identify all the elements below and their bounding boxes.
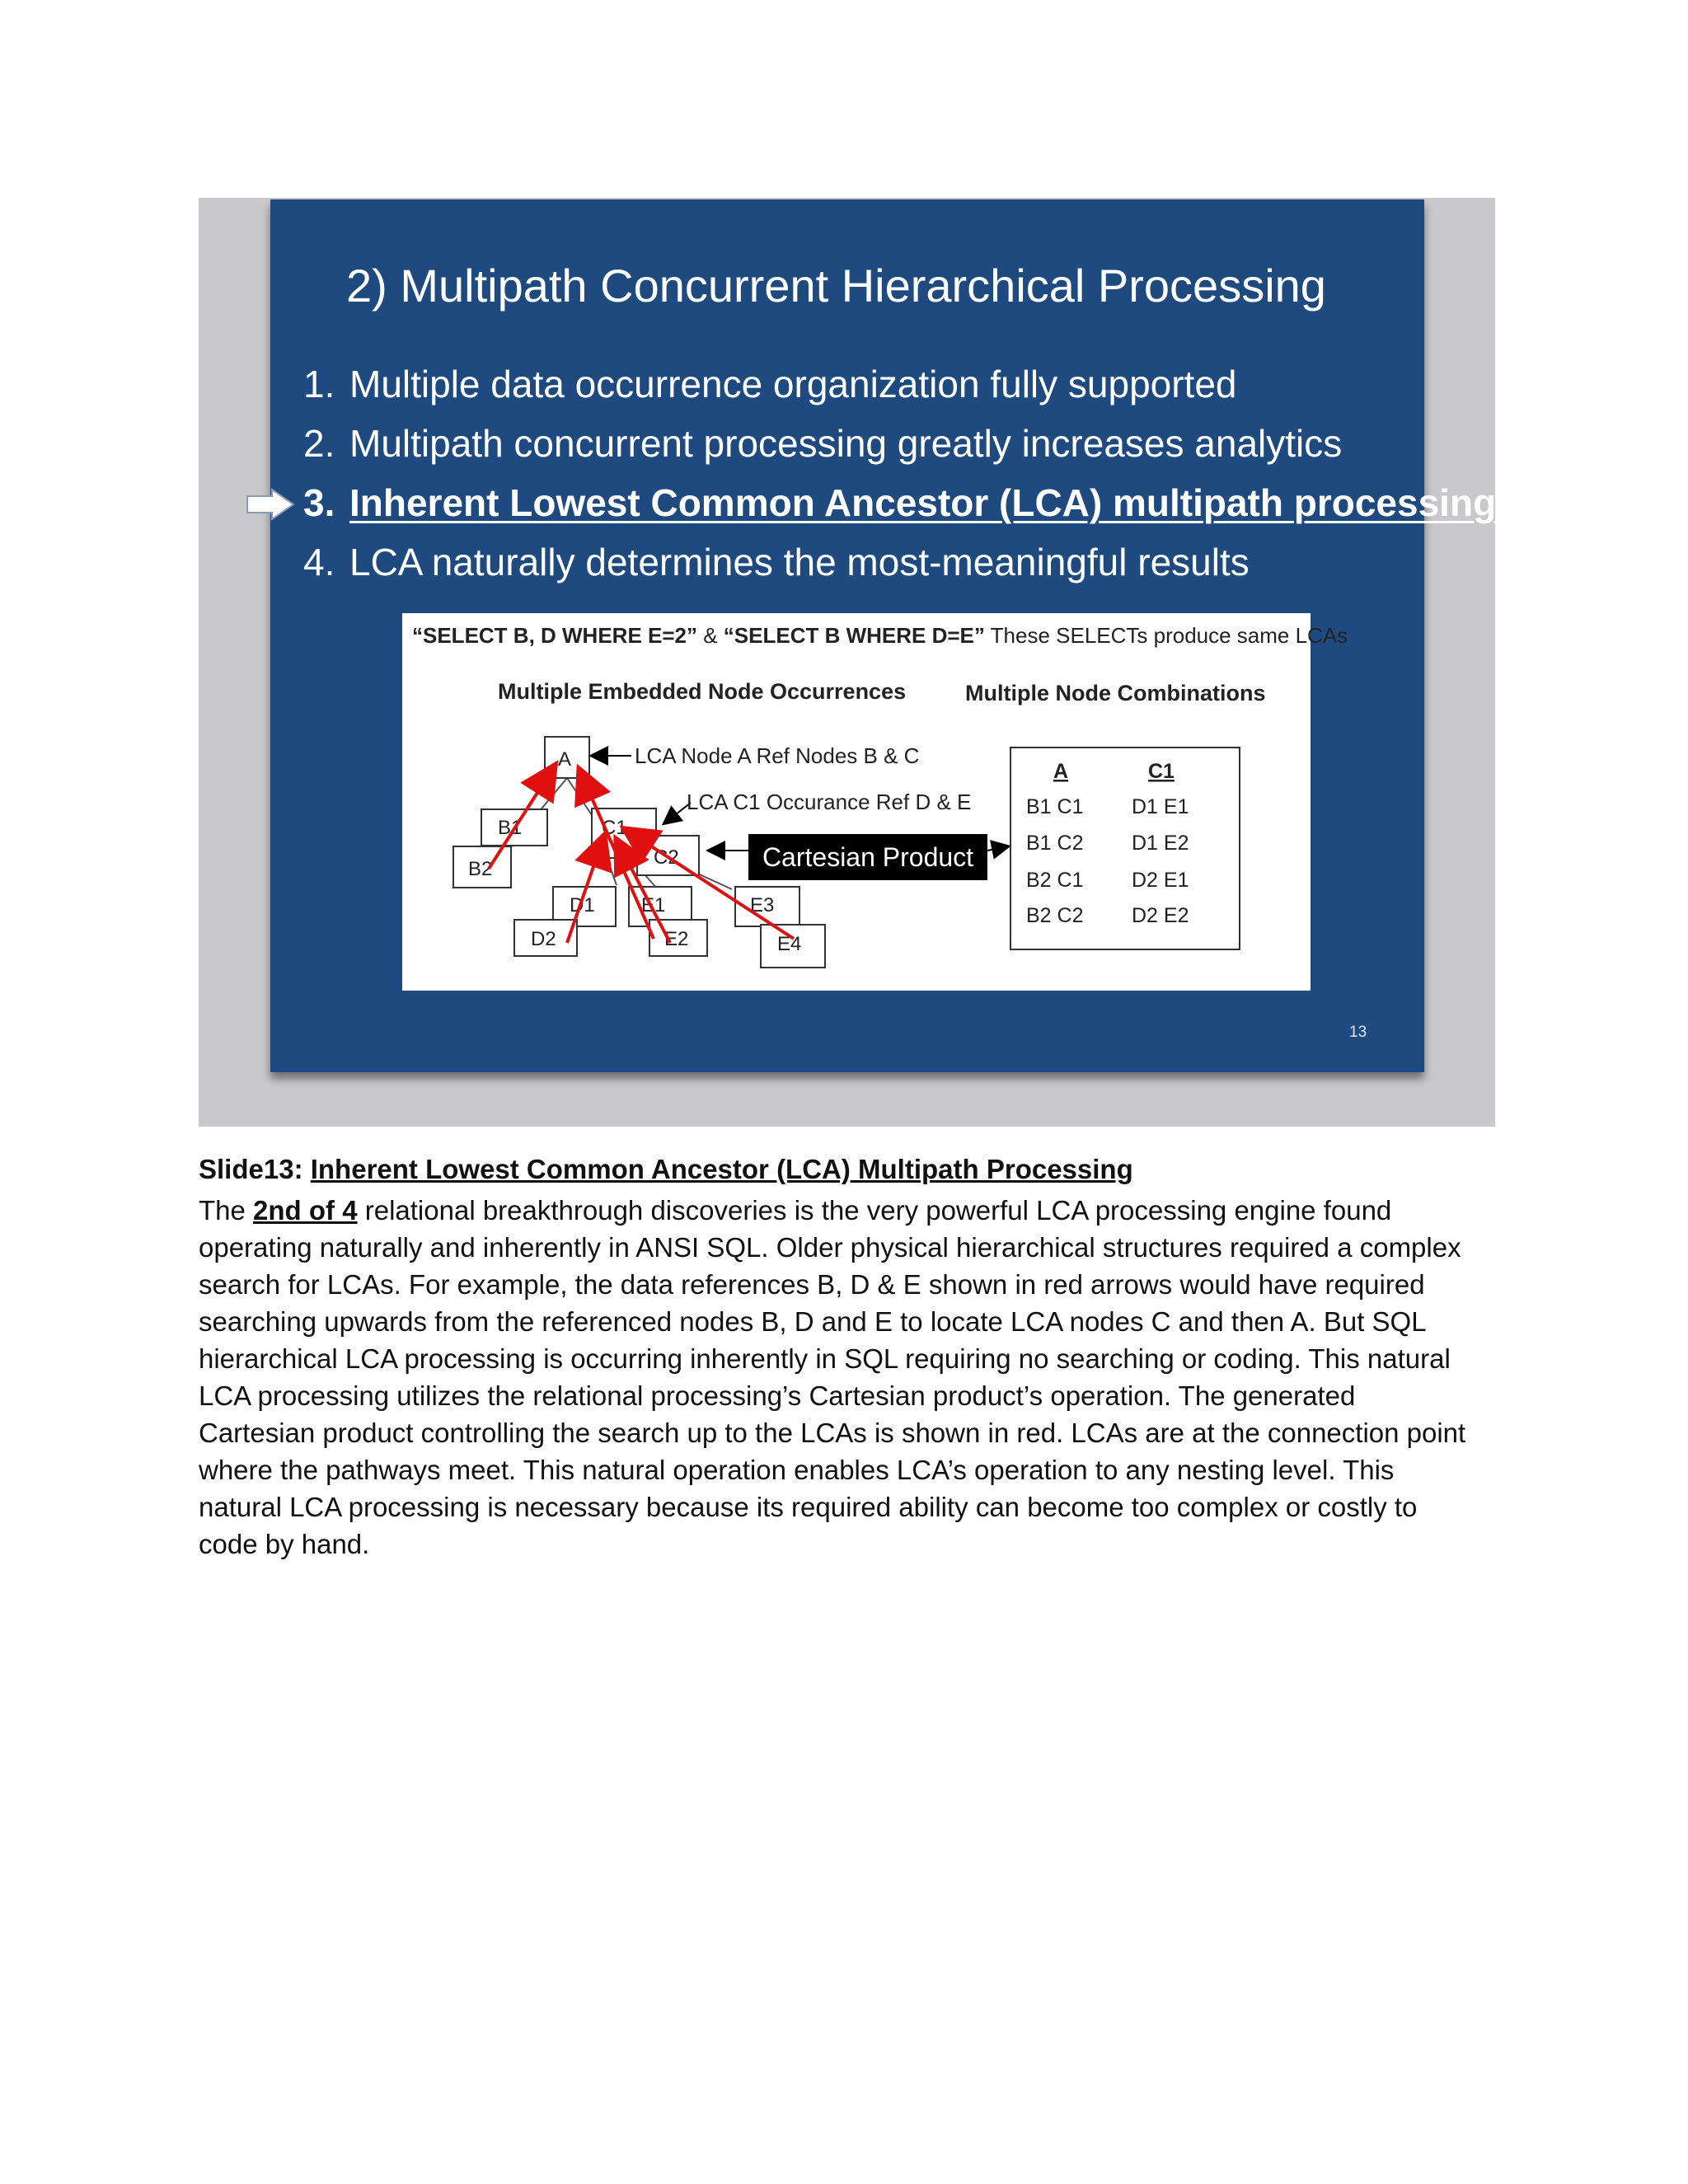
node-c2: C2 — [654, 846, 679, 869]
bullet-number: 4. — [303, 541, 335, 583]
notes-line: hierarchical LCA processing is occurring inherently in SQL requiring no searching or coding. This natural — [199, 1343, 1451, 1374]
slide-frame — [199, 198, 1495, 1127]
notes-line: natural LCA processing is necessary because its required ability can become too complex or costly to — [199, 1492, 1418, 1522]
table-cell: D1 E1 — [1132, 795, 1189, 818]
node-d2: D2 — [531, 928, 556, 950]
notes-body — [199, 1192, 1501, 1563]
caption-rest: These SELECTs produce same LCAs — [984, 623, 1348, 648]
bullet-text: Multiple data occurrence organization fully supported — [349, 363, 1237, 405]
node-e2: E2 — [664, 928, 689, 950]
node-c1: C1 — [602, 817, 627, 839]
notes-title-prefix: Slide13: — [199, 1154, 311, 1184]
heading-embedded-occurrences: Multiple Embedded Node Occurrences — [498, 679, 907, 704]
right-arrow-icon — [246, 488, 295, 521]
table-cell: B2 C1 — [1026, 869, 1084, 892]
bullet-text: Multipath concurrent processing greatly increases analytics — [349, 422, 1343, 465]
notes-line: where the pathways meet. This natural operation enables LCA’s operation to any nesting level. This — [199, 1455, 1395, 1485]
bullet-item — [303, 414, 1496, 473]
table-header-c1: C1 — [1148, 760, 1175, 783]
notes-title-link: Inherent Lowest Common Ancestor (LCA) Multipath Processing — [310, 1154, 1133, 1184]
node-e1: E1 — [641, 894, 666, 916]
bullet-item — [303, 354, 1496, 414]
table-cell: D2 E2 — [1132, 904, 1189, 927]
node-a: A — [558, 748, 572, 771]
notes-line — [199, 1192, 1501, 1229]
notes-title — [199, 1154, 1133, 1185]
slide-page-number: 13 — [1349, 1024, 1367, 1041]
table-cell: B1 C1 — [1026, 795, 1084, 818]
caption-query-1: “SELECT B, D WHERE E=2” — [412, 623, 697, 648]
node-e3: E3 — [750, 894, 775, 916]
node-e4: E4 — [777, 933, 802, 955]
bullet-list — [303, 354, 1496, 592]
caption-query-2: “SELECT B WHERE D=E” — [723, 623, 985, 648]
bullet-item — [303, 532, 1496, 592]
notes-line: LCA processing utilizes the relational processing’s Cartesian product’s operation. The generated — [199, 1380, 1356, 1411]
bullet-text: Inherent Lowest Common Ancestor (LCA) multipath processing — [349, 481, 1497, 524]
notes-line: code by hand. — [199, 1529, 370, 1559]
table-cell: D1 E2 — [1132, 832, 1189, 855]
caption-ampersand: & — [697, 623, 724, 648]
bullet-number: 3. — [303, 481, 335, 524]
notes-line: searching upwards from the referenced nodes B, D and E to locate LCA nodes C and then A. But SQL — [199, 1306, 1427, 1337]
lca-node-a-note: LCA Node A Ref Nodes B & C — [635, 743, 920, 768]
slide — [270, 199, 1497, 1072]
node-diagram — [402, 613, 1311, 991]
node-b1: B1 — [498, 817, 523, 839]
heading-node-combinations: Multiple Node Combinations — [965, 681, 1266, 705]
table-cell: B2 C2 — [1026, 904, 1084, 927]
slide-title: 2) Multipath Concurrent Hierarchical Processing — [346, 260, 1326, 312]
notes-emphasis: 2nd of 4 — [253, 1195, 358, 1226]
notes-line: search for LCAs. For example, the data references B, D & E shown in red arrows would have required — [199, 1269, 1425, 1300]
lca-figure — [402, 613, 1348, 991]
node-b2: B2 — [468, 858, 493, 880]
bullet-text: LCA naturally determines the most-meaningful results — [349, 541, 1250, 583]
notes-text: relational breakthrough discoveries is the very powerful LCA processing engine found — [357, 1195, 1392, 1226]
node-d1: D1 — [570, 894, 595, 916]
table-cell: B1 C2 — [1026, 832, 1084, 855]
bullet-number: 2. — [303, 422, 335, 465]
notes-text: The — [199, 1195, 254, 1226]
table-header-a: A — [1053, 760, 1069, 783]
bullet-number: 1. — [303, 363, 335, 405]
bullet-item-active — [303, 473, 1496, 532]
cartesian-product-label: Cartesian Product — [748, 834, 987, 880]
lca-c1-note: LCA C1 Occurance Ref D & E — [687, 790, 972, 814]
table-cell: D2 E1 — [1132, 869, 1189, 892]
notes-line: Cartesian product controlling the search up to the LCAs is shown in red. LCAs are at the connection point — [199, 1418, 1466, 1448]
notes-line: operating naturally and inherently in ANSI SQL. Older physical hierarchical structures required a complex — [199, 1232, 1461, 1263]
